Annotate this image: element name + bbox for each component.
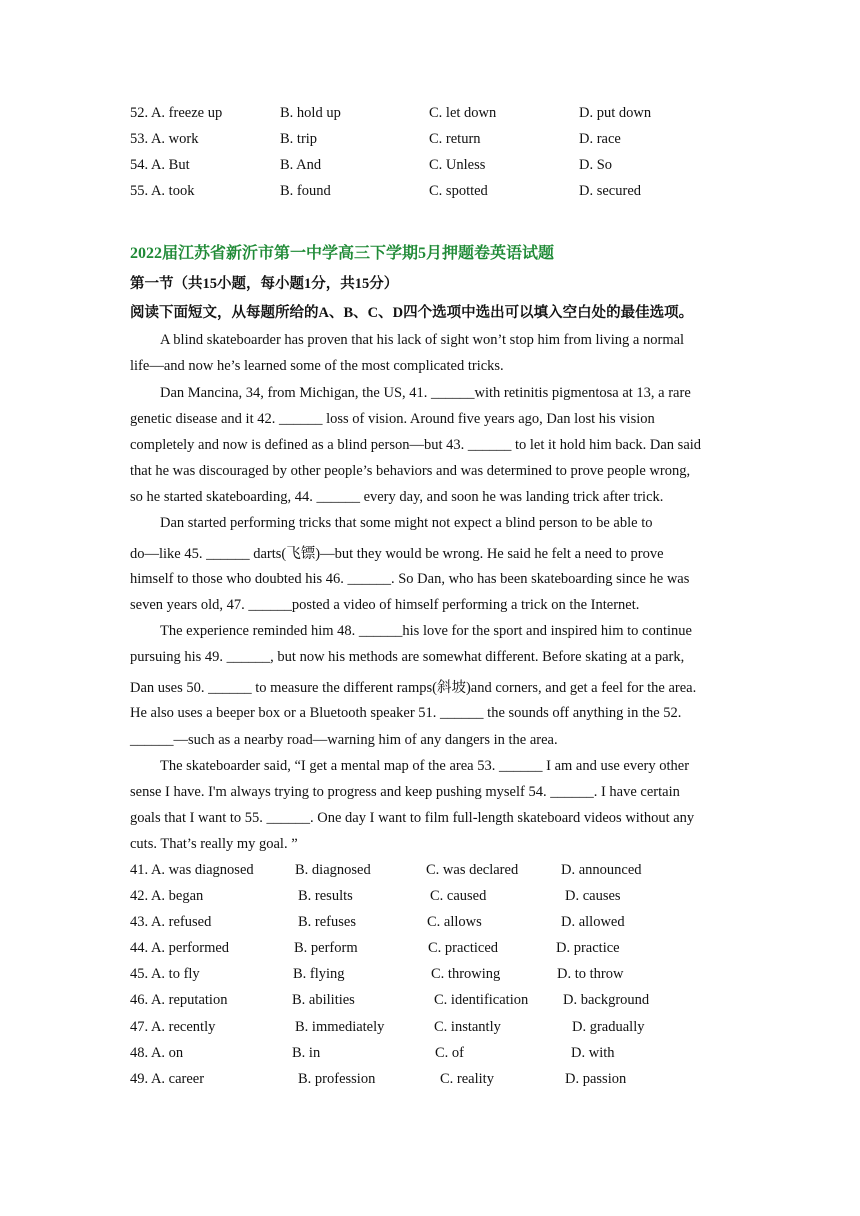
option-d: D. race — [579, 131, 621, 147]
option-a: 45. A. to fly — [130, 966, 200, 982]
option-c: C. spotted — [429, 183, 488, 199]
passage-line: A blind skateboarder has proven that his lack of sight won’t stop him from living a normal — [160, 332, 685, 348]
option-a: 54. A. But — [130, 157, 190, 173]
option-b: B. diagnosed — [295, 862, 371, 878]
passage-line: seven years old, 47. ______posted a video of himself performing a trick on the Internet. — [130, 597, 640, 613]
document-title: 2022届江苏省新沂市第一中学高三下学期5月押题卷英语试题 — [130, 245, 555, 262]
option-a: 49. A. career — [130, 1071, 205, 1087]
option-c: C. return — [429, 131, 481, 147]
option-a: 55. A. took — [130, 183, 195, 199]
passage-line: do—like 45. ______ darts(飞镖)—but they would be wrong. He said he felt a need to prove — [130, 546, 664, 562]
option-a: 43. A. refused — [130, 914, 212, 930]
section-heading: 第一节（共15小题，每小题1分，共15分） — [130, 276, 399, 292]
option-c: C. reality — [440, 1071, 494, 1087]
option-c: C. let down — [429, 105, 497, 121]
passage-line: sense I have. I'm always trying to progress and keep pushing myself 54. ______. I have certain — [130, 784, 680, 800]
option-a: 52. A. freeze up — [130, 105, 223, 121]
passage-line: so he started skateboarding, 44. ______ every day, and soon he was landing trick after trick. — [130, 489, 664, 505]
passage-line: Dan Mancina, 34, from Michigan, the US, 41. ______with retinitis pigmentosa at 13, a rare — [160, 385, 691, 401]
option-c: C. Unless — [429, 157, 486, 173]
option-b: B. flying — [293, 966, 345, 982]
option-b: B. in — [292, 1045, 321, 1061]
passage-line: that he was discouraged by other people’s behaviors and was determined to prove people wrong, — [130, 463, 691, 479]
option-d: D. gradually — [572, 1019, 645, 1035]
option-b: B. found — [280, 183, 331, 199]
option-a: 47. A. recently — [130, 1019, 216, 1035]
passage-line: completely and now is defined as a blind person—but 43. ______ to let it hold him back. Dan said — [130, 437, 702, 453]
option-c: C. of — [435, 1045, 464, 1061]
passage-line: Dan uses 50. ______ to measure the different ramps(斜坡)and corners, and get a feel for the area. — [130, 680, 697, 696]
passage-line: cuts. That’s really my goal. ” — [130, 836, 298, 852]
option-b: B. results — [298, 888, 353, 904]
option-c: C. allows — [427, 914, 482, 930]
passage-line: The experience reminded him 48. ______his love for the sport and inspired him to continue — [160, 623, 692, 639]
option-d: D. secured — [579, 183, 642, 199]
option-c: C. throwing — [431, 966, 501, 982]
option-a: 42. A. began — [130, 888, 204, 904]
option-a: 48. A. on — [130, 1045, 184, 1061]
instruction-text: 阅读下面短文，从每题所给的A、B、C、D四个选项中选出可以填入空白处的最佳选项。 — [130, 305, 694, 321]
option-d: D. announced — [561, 862, 642, 878]
option-d: D. So — [579, 157, 613, 173]
option-c: C. was declared — [426, 862, 519, 878]
option-c: C. identification — [434, 992, 529, 1008]
option-a: 46. A. reputation — [130, 992, 228, 1008]
passage-line: goals that I want to 55. ______. One day I want to film full-length skateboard videos without any — [130, 810, 695, 826]
option-b: B. hold up — [280, 105, 341, 121]
option-b: B. refuses — [298, 914, 356, 930]
option-d: D. passion — [565, 1071, 627, 1087]
option-a: 41. A. was diagnosed — [130, 862, 254, 878]
passage-line: The skateboarder said, “I get a mental map of the area 53. ______ I am and use every other — [160, 758, 690, 774]
passage-line: Dan started performing tricks that some might not expect a blind person to be able to — [160, 515, 653, 531]
option-d: D. put down — [579, 105, 652, 121]
option-d: D. with — [571, 1045, 615, 1061]
passage-line: life—and now he’s learned some of the most complicated tricks. — [130, 358, 504, 374]
option-d: D. practice — [556, 940, 620, 956]
passage-line: pursuing his 49. ______, but now his methods are somewhat different. Before skating at a park, — [130, 649, 685, 665]
option-c: C. caused — [430, 888, 487, 904]
option-b: B. abilities — [292, 992, 355, 1008]
option-b: B. immediately — [295, 1019, 385, 1035]
option-b: B. perform — [294, 940, 358, 956]
option-d: D. allowed — [561, 914, 625, 930]
option-b: B. trip — [280, 131, 318, 147]
option-c: C. instantly — [434, 1019, 501, 1035]
option-b: B. profession — [298, 1071, 376, 1087]
option-d: D. background — [563, 992, 650, 1008]
option-b: B. And — [280, 157, 322, 173]
passage-line: genetic disease and it 42. ______ loss of vision. Around five years ago, Dan lost his vision — [130, 411, 655, 427]
option-d: D. to throw — [557, 966, 624, 982]
passage-line: himself to those who doubted his 46. ______. So Dan, who has been skateboarding since he was — [130, 571, 690, 587]
option-d: D. causes — [565, 888, 621, 904]
passage-line: He also uses a beeper box or a Bluetooth speaker 51. ______ the sounds off anything in the 52. — [130, 705, 682, 721]
option-a: 44. A. performed — [130, 940, 230, 956]
passage-line: ______—such as a nearby road—warning him of any dangers in the area. — [130, 732, 558, 748]
option-c: C. practiced — [428, 940, 499, 956]
option-a: 53. A. work — [130, 131, 199, 147]
